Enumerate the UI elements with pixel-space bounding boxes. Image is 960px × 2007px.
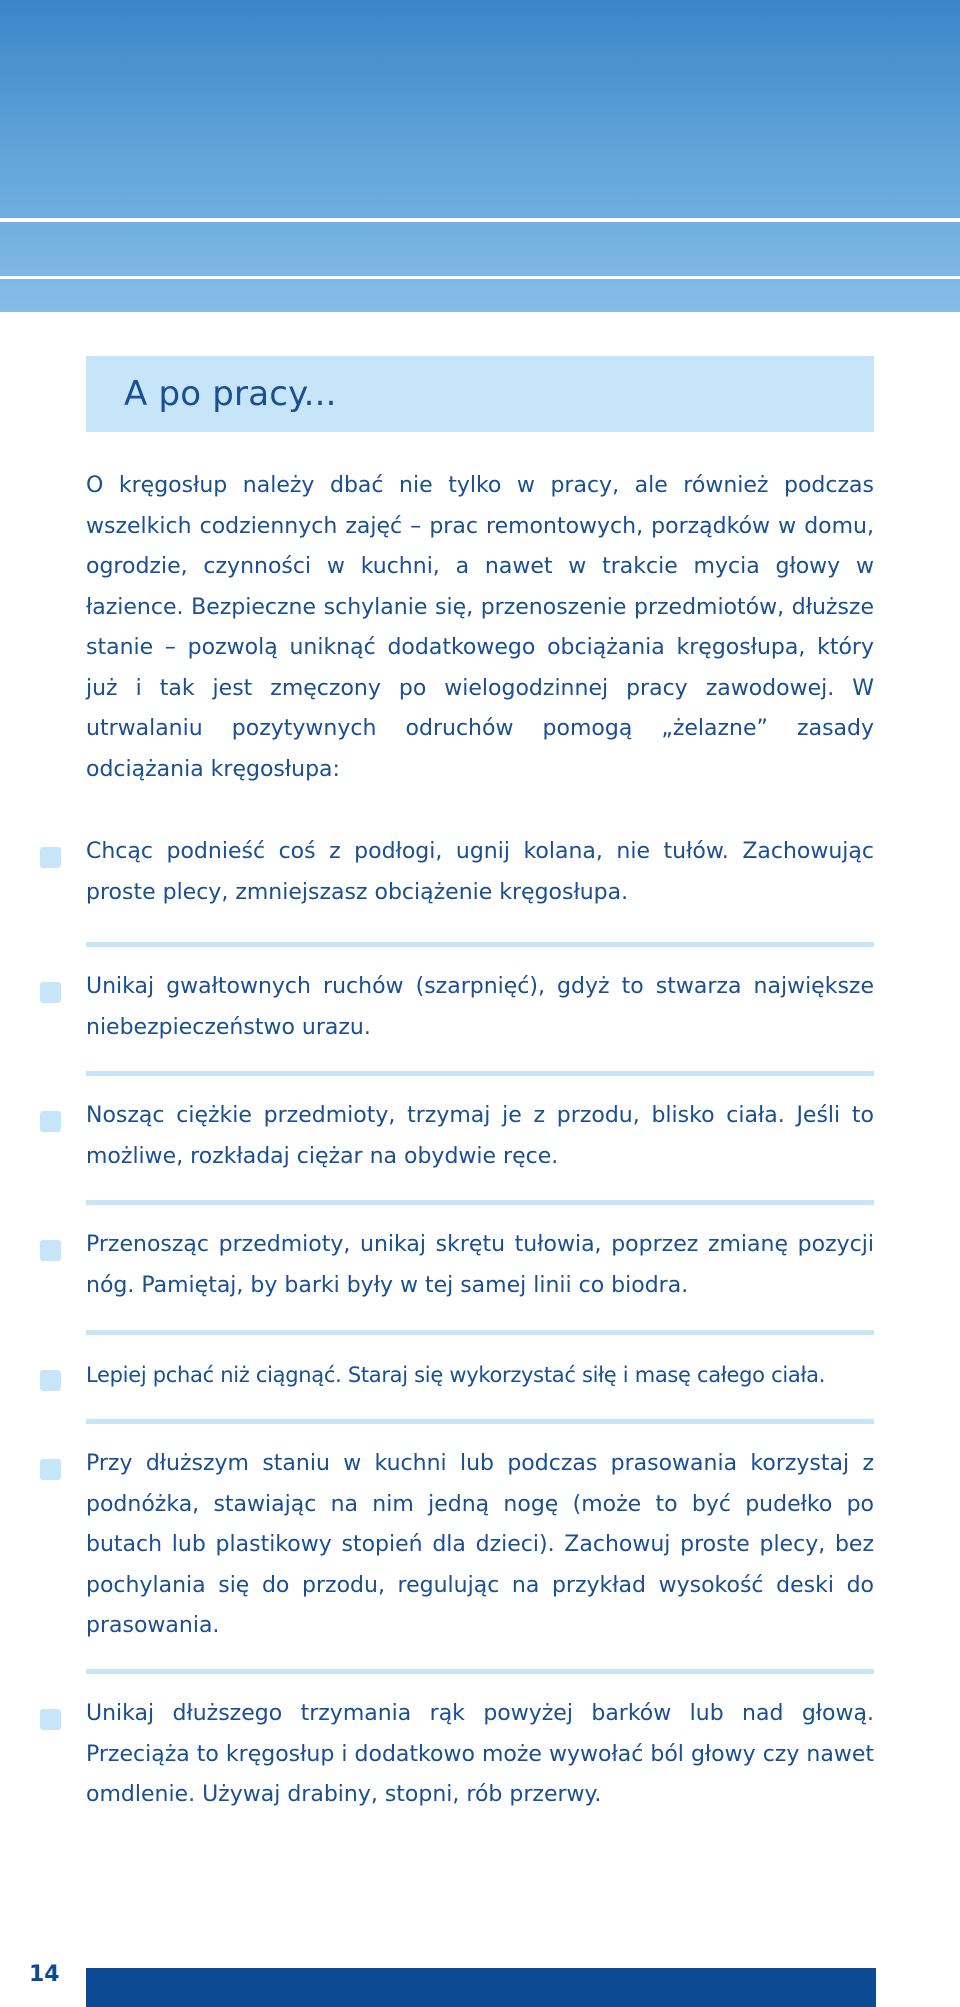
tip-divider [86, 1071, 874, 1076]
tip-text: Przenosząc przedmioty, unikaj skrętu tułowia, poprzez zmianę pozycji nóg. Pamiętaj, by barki były w tej samej linii co biodra. [86, 1232, 874, 1298]
header-band [0, 0, 960, 312]
tip-text: Przy dłuższym staniu w kuchni lub podczas prasowania korzystaj z podnóżka, stawiając na nim jedną nogę (może to być pudełko po butach lub plastikowy stopień dla dzieci). Zachowuj proste plecy, bez pochylania się do przodu, regulując na przykład wysokość deski do prasowania. [86, 1451, 874, 1638]
section-title-box [86, 356, 874, 432]
tip-divider [86, 1419, 874, 1424]
footer-bar [86, 1968, 876, 2007]
tip-item [0, 1694, 960, 1816]
tips-list [0, 832, 960, 1816]
tip-item [0, 967, 960, 1096]
tip-divider [86, 1200, 874, 1205]
square-bullet-icon [40, 1370, 61, 1391]
tip-item [0, 832, 960, 967]
tip-item [0, 1225, 960, 1355]
square-bullet-icon [40, 1240, 61, 1261]
tip-item [0, 1444, 960, 1694]
tip-text: Unikaj dłuższego trzymania rąk powyżej barków lub nad głową. Przeciąża to kręgosłup i dodatkowo może wywołać ból głowy czy nawet omdlenie. Używaj drabiny, stopni, rób przerwy. [86, 1701, 874, 1807]
square-bullet-icon [40, 982, 61, 1003]
tip-item [0, 1355, 960, 1444]
tip-text: Nosząc ciężkie przedmioty, trzymaj je z przodu, blisko ciała. Jeśli to możliwe, rozkładaj ciężar na obydwie ręce. [86, 1103, 874, 1169]
intro-paragraph: O kręgosłup należy dbać nie tylko w pracy, ale również podczas wszelkich codziennych zajęć – prac remontowych, porządków w domu, ogrodzie, czynności w kuchni, a nawet w trakcie mycia głowy w łazience. Bezpieczne schylanie się, przenoszenie przedmiotów, dłuższe stanie – pozwolą uniknąć dodatkowego obciążania kręgosłupa, który już i tak jest zmęczony po wielogodzinnej pracy zawodowej. W utrwalaniu pozytywnych odruchów pomogą „żelazne” zasady odciążania kręgosłupa: [86, 473, 874, 782]
header-stripe-lower [0, 276, 960, 279]
square-bullet-icon [40, 1459, 61, 1480]
tip-text: Chcąc podnieść coś z podłogi, ugnij kolana, nie tułów. Zachowując proste plecy, zmniejszasz obciążenie kręgosłupa. [86, 839, 874, 905]
header-stripe-upper [0, 218, 960, 222]
tip-divider [86, 1669, 874, 1674]
tip-text: Lepiej pchać niż ciągnąć. Staraj się wykorzystać siłę i masę całego ciała. [86, 1363, 826, 1387]
page-number: 14 [29, 1962, 60, 1987]
tip-divider [86, 1330, 874, 1335]
square-bullet-icon [40, 847, 61, 868]
tip-text: Unikaj gwałtownych ruchów (szarpnięć), gdyż to stwarza największe niebezpieczeństwo urazu. [86, 974, 874, 1040]
tip-item [0, 1096, 960, 1225]
square-bullet-icon [40, 1709, 61, 1730]
tip-divider [86, 942, 874, 947]
square-bullet-icon [40, 1111, 61, 1132]
section-title: A po pracy... [124, 374, 337, 414]
